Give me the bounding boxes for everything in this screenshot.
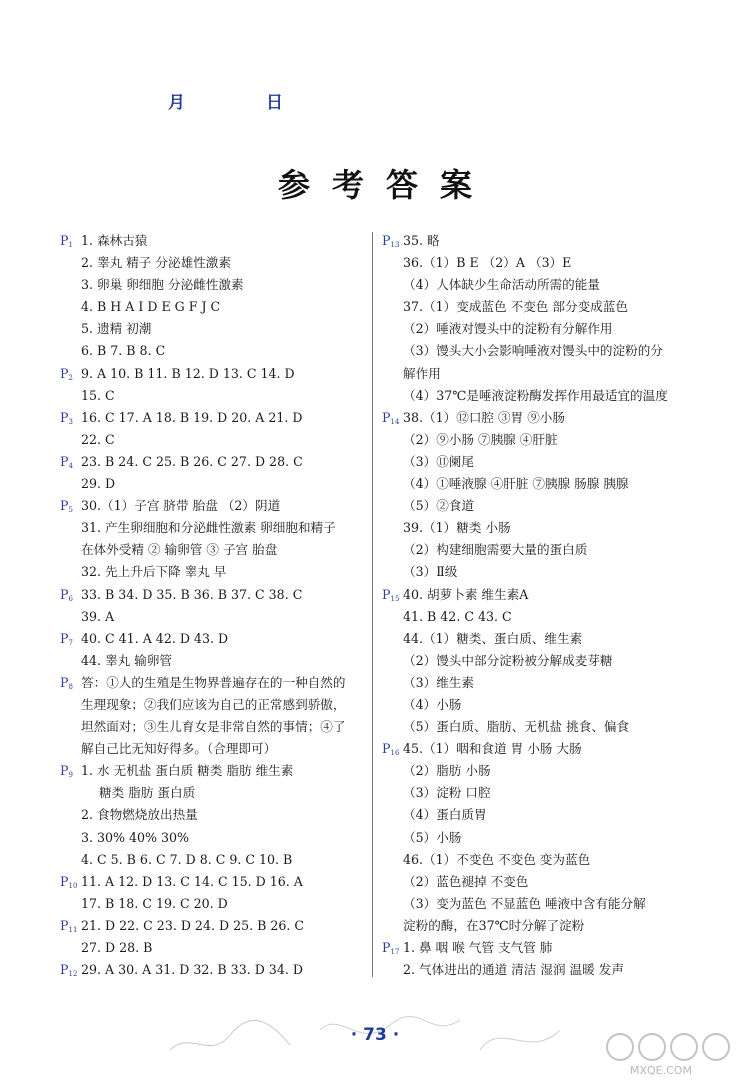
answer-text: 27. D 28. B — [81, 940, 153, 955]
answer-text: 45.（1）咽和食道 胃 小肠 大肠 — [403, 741, 582, 757]
answer-text: （4）37℃是唾液淀粉酶发挥作用最适宜的温度 — [403, 387, 668, 403]
answer-text: （4）小肠 — [403, 696, 462, 712]
watermark — [600, 1030, 740, 1080]
page-marker-letter: P — [60, 586, 69, 602]
page-marker-number: 8 — [68, 682, 73, 691]
page-marker-number: 16 — [390, 749, 400, 758]
answer-text: 31. 产生卵细胞和分泌雌性激素 卵细胞和精子 — [81, 520, 336, 536]
answer-text: 6. B 7. B 8. C — [81, 343, 166, 359]
month-label: 月 — [168, 93, 185, 113]
answer-line — [382, 871, 712, 893]
answer-text: 30.（1）子宫 脐带 胎盘 （2）阴道 — [81, 498, 281, 514]
page-marker-letter: P — [60, 917, 69, 933]
page-marker-number: 2 — [68, 373, 73, 382]
answer-text: 1. 森林古猿 — [81, 233, 148, 248]
answer-text: 44. 睾丸 输卵管 — [81, 652, 173, 668]
answer-line — [60, 694, 370, 716]
answer-text: （5）蛋白质、脂肪、无机盐 挑食、偏食 — [403, 719, 630, 735]
answer-text: （4）蛋白质胃 — [403, 807, 487, 823]
answer-line — [60, 363, 370, 385]
page-marker-letter: P — [60, 873, 69, 889]
answer-text: （3）变为蓝色 不显蓝色 唾液中含有能分解 — [403, 895, 646, 911]
answers-right-column — [382, 230, 712, 981]
answer-text: 39.（1）糖类 小肠 — [403, 520, 511, 536]
page-marker-number: 17 — [390, 948, 400, 956]
answer-line — [382, 849, 712, 871]
answers-left-column — [60, 230, 370, 981]
answer-line — [382, 628, 712, 650]
answer-text: 16. C 17. A 18. B 19. D 20. A 21. D — [81, 409, 303, 425]
answer-line — [60, 318, 370, 340]
answer-text: 9. A 10. B 11. B 12. D 13. C 14. D — [81, 365, 295, 381]
answer-line — [60, 915, 370, 937]
answer-text: （2）馒头中部分淀粉被分解成麦芽糖 — [403, 652, 613, 668]
answer-text: （2）蓝色褪掉 不变色 — [403, 873, 529, 889]
watermark-logo-icon — [600, 1030, 740, 1064]
answer-line — [382, 517, 712, 539]
page-marker-number: 6 — [68, 594, 73, 603]
page-marker-letter: P — [382, 586, 391, 602]
answer-text: 15. C — [81, 387, 115, 403]
answer-line — [382, 495, 712, 517]
answer-text: （4）人体缺少生命活动所需的能量 — [403, 277, 600, 293]
column-divider — [372, 232, 373, 977]
answer-line — [382, 937, 712, 959]
answer-text: 29. D — [81, 476, 116, 492]
answer-text: （3）Ⅱ级 — [403, 564, 458, 580]
page-marker-letter: P — [382, 940, 391, 955]
answer-text: 23. B 24. C 25. B 26. C 27. D 28. C — [81, 453, 303, 469]
answer-text: 3. 30% 40% 30% — [81, 829, 190, 845]
page-marker-letter: P — [60, 962, 69, 978]
answer-line — [382, 738, 712, 760]
answer-line — [382, 429, 712, 451]
answer-text: 解作用 — [403, 365, 441, 381]
page-marker-number: 4 — [68, 461, 73, 470]
answer-text: 36.（1）B E （2）A （3）E — [403, 255, 572, 271]
answer-text: （2）脂肪 小肠 — [403, 763, 491, 779]
page-marker-letter: P — [60, 674, 69, 690]
date-header — [168, 88, 308, 114]
page-marker-number: 15 — [390, 594, 400, 603]
answer-line — [382, 584, 712, 606]
answer-text: 29. A 30. A 31. D 32. B 33. D 34. D — [81, 962, 303, 978]
answer-line — [60, 937, 370, 959]
answer-line — [60, 539, 370, 561]
answer-line — [382, 959, 712, 981]
answer-line — [60, 473, 370, 495]
answer-text: 33. B 34. D 35. B 36. B 37. C 38. C — [81, 586, 303, 602]
answer-line — [60, 385, 370, 407]
answer-text: 1. 鼻 咽 喉 气管 支气管 肺 — [403, 940, 553, 955]
answer-text: 2. 睾丸 精子 分泌雄性激素 — [81, 255, 231, 271]
answer-line — [60, 628, 370, 650]
answer-line — [60, 760, 370, 782]
answer-text: 22. C — [81, 431, 115, 447]
page-marker-letter: P — [382, 409, 391, 425]
answer-line — [60, 782, 370, 804]
answer-text: （5）②食道 — [403, 498, 474, 514]
answer-text: 2. 气体进出的通道 清洁 湿润 温暖 发声 — [403, 962, 624, 978]
answer-text: （2）⑨小肠 ⑦胰腺 ④肝脏 — [403, 431, 558, 447]
answer-line — [382, 274, 712, 296]
page-marker-letter: P — [382, 233, 391, 248]
answer-text: 40. 胡萝卜素 维生素A — [403, 586, 529, 602]
answer-text: （3）⑪阑尾 — [403, 453, 474, 469]
answer-text: 46.（1）不变色 不变色 变为蓝色 — [403, 851, 591, 867]
page-marker-letter: P — [60, 233, 69, 248]
answer-text: （3）馒头大小会影响唾液对馒头中的淀粉的分 — [403, 343, 663, 359]
answer-line — [382, 473, 712, 495]
page-marker-number: 11 — [68, 925, 78, 934]
answer-line — [382, 230, 712, 252]
answer-text: 17. B 18. C 19. C 20. D — [81, 895, 228, 911]
page-marker-number: 10 — [68, 881, 78, 890]
answer-line — [382, 804, 712, 826]
answer-line — [382, 827, 712, 849]
page-marker-number: 14 — [390, 417, 400, 426]
answer-text: 21. D 22. C 23. D 24. D 25. B 26. C — [81, 917, 305, 933]
answer-line — [382, 716, 712, 738]
answer-line — [60, 716, 370, 738]
answer-text: 淀粉的酶，在37℃时分解了淀粉 — [403, 917, 585, 933]
page-marker-number: 3 — [68, 417, 73, 426]
answer-line — [60, 230, 370, 252]
answer-text: 生理现象；②我们应该为自己的正常感到骄傲， — [81, 696, 346, 712]
answer-text: 坦然面对；③生儿育女是非常自然的事情；④了 — [81, 719, 346, 735]
answer-line — [60, 274, 370, 296]
answer-text: 44.（1）糖类、蛋白质、维生素 — [403, 630, 583, 646]
answer-line — [60, 804, 370, 826]
answer-text: 1. 水 无机盐 蛋白质 糖类 脂肪 维生素 — [81, 763, 294, 779]
answer-text: 41. B 42. C 43. C — [403, 608, 512, 624]
answer-line — [382, 318, 712, 340]
answer-line — [60, 561, 370, 583]
answer-line — [60, 827, 370, 849]
page-marker-letter: P — [60, 453, 69, 469]
answer-text: 2. 食物燃烧放出热量 — [81, 807, 198, 823]
answer-text: （2）构建细胞需要大量的蛋白质 — [403, 542, 588, 558]
answer-line — [382, 782, 712, 804]
answer-text: 37.（1）变成蓝色 不变色 部分变成蓝色 — [403, 299, 628, 315]
page-marker-number: 5 — [68, 506, 73, 515]
answer-text: 40. C 41. A 42. D 43. D — [81, 630, 229, 646]
answer-line — [60, 849, 370, 871]
page-title: 参考答案 — [277, 166, 494, 204]
answer-line — [382, 672, 712, 694]
answer-line — [382, 606, 712, 628]
answer-line — [60, 429, 370, 451]
answer-text: （5）小肠 — [403, 829, 462, 845]
page-marker-letter: P — [60, 763, 69, 779]
answer-line — [382, 650, 712, 672]
page-marker-letter: P — [60, 498, 69, 514]
answer-text: 解自己比无知好得多。（合理即可） — [81, 741, 277, 757]
answer-text: 糖类 脂肪 蛋白质 — [99, 785, 196, 801]
answer-line — [60, 650, 370, 672]
answer-line — [60, 871, 370, 893]
answer-line — [382, 296, 712, 318]
answer-line — [382, 561, 712, 583]
answer-text: （4）①唾液腺 ④肝脏 ⑦胰腺 肠腺 胰腺 — [403, 476, 629, 492]
answer-line — [382, 893, 712, 915]
answer-line — [382, 340, 712, 362]
answer-line — [60, 407, 370, 429]
page-marker-number: 12 — [68, 970, 78, 979]
answer-text: （3）淀粉 口腔 — [403, 785, 491, 801]
page-marker-number: 9 — [68, 771, 73, 780]
page-number: · 73 · — [350, 1025, 400, 1045]
answer-line — [60, 959, 370, 981]
answer-text: 38.（1）⑫口腔 ③胃 ⑨小肠 — [403, 409, 565, 425]
answer-line — [382, 694, 712, 716]
answer-text: 39. A — [81, 608, 115, 624]
answer-line — [60, 738, 370, 760]
answer-text: （2）唾液对馒头中的淀粉有分解作用 — [403, 321, 613, 337]
answer-text: 11. A 12. D 13. C 14. C 15. D 16. A — [81, 873, 303, 889]
page-marker-number: 13 — [390, 241, 400, 249]
answer-text: 5. 遗精 初潮 — [81, 321, 152, 337]
answer-line — [60, 672, 370, 694]
answer-line — [382, 363, 712, 385]
watermark-text: MXQE.COM — [630, 1064, 692, 1077]
answer-line — [382, 915, 712, 937]
answer-line — [382, 252, 712, 274]
answer-line — [60, 517, 370, 539]
answer-text: 35. 略 — [403, 233, 440, 248]
answer-line — [60, 451, 370, 473]
answer-line — [60, 606, 370, 628]
answer-line — [382, 539, 712, 561]
answer-line — [60, 893, 370, 915]
answer-text: （3）维生素 — [403, 674, 474, 690]
page-marker-number: 1 — [68, 241, 73, 249]
answer-text: 4. B H A I D E G F J C — [81, 299, 221, 315]
page-marker-letter: P — [60, 365, 69, 381]
answer-line — [382, 451, 712, 473]
page-marker-number: 7 — [68, 638, 73, 647]
answer-line — [382, 760, 712, 782]
answer-text: 32. 先上升后下降 睾丸 早 — [81, 564, 227, 580]
page-marker-letter: P — [60, 409, 69, 425]
answer-line — [382, 385, 712, 407]
answer-text: 在体外受精 ② 输卵管 ③ 子宫 胎盘 — [81, 542, 278, 558]
answer-line — [60, 495, 370, 517]
answer-line — [382, 407, 712, 429]
answer-text: 3. 卵巢 卵细胞 分泌雌性激素 — [81, 277, 244, 293]
day-label: 日 — [266, 93, 283, 113]
answer-line — [60, 252, 370, 274]
answer-text: 答：①人的生殖是生物界普遍存在的一种自然的 — [81, 674, 346, 690]
answer-line — [60, 340, 370, 362]
page-marker-letter: P — [382, 741, 391, 757]
page-marker-letter: P — [60, 630, 69, 646]
answer-line — [60, 296, 370, 318]
answer-text: 4. C 5. B 6. C 7. D 8. C 9. C 10. B — [81, 851, 293, 867]
page-marker — [60, 959, 81, 985]
answer-line — [60, 584, 370, 606]
